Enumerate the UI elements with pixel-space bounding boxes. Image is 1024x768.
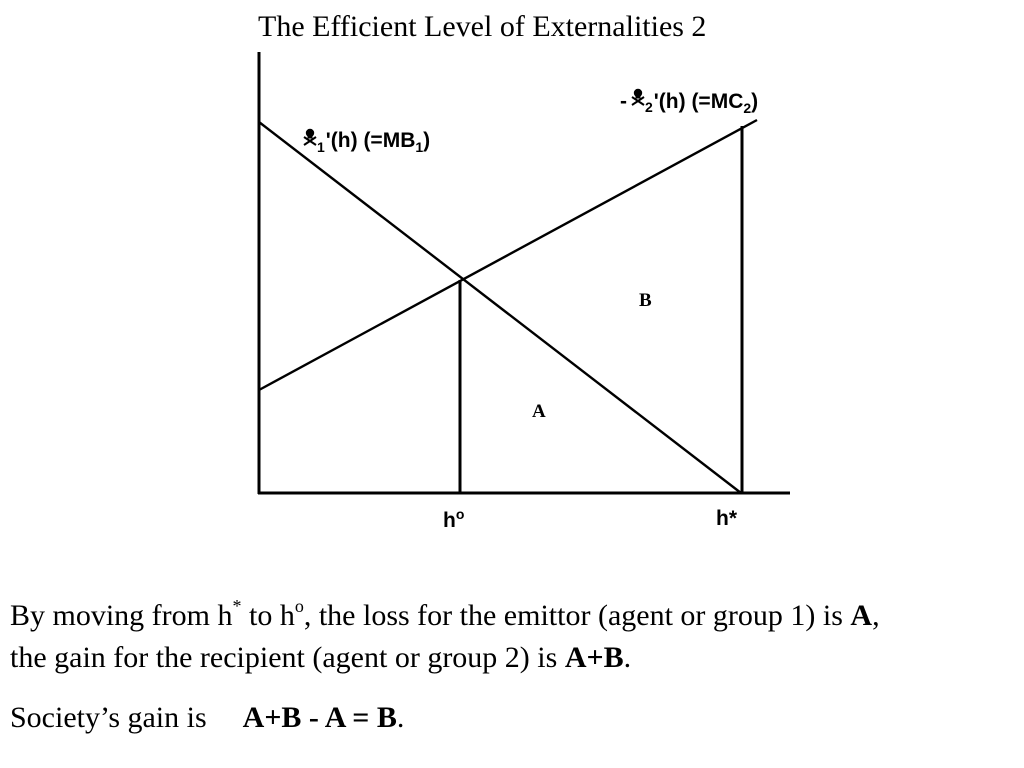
mc2-label-close: ) (751, 90, 759, 113)
mb1-curve (259, 122, 741, 493)
mb1-label-subscript: 1 (415, 139, 424, 155)
skull-crossbones-icon (304, 129, 316, 145)
area-b-label: B (639, 290, 652, 311)
h-star-tick-label: h* (716, 507, 737, 530)
h-o-tick-label: ho (443, 506, 465, 532)
explanation-line-2: the gain for the recipient (agent or group 2) is A+B. (10, 641, 632, 674)
explanation-line-1: By moving from h* to $h^o$, the loss for the emittor (agent or group 1) is A, (10, 596, 880, 632)
mc2-curve (259, 120, 757, 390)
svg-text:2'(h) (=MC2) (645, 90, 758, 116)
society-gain-line: Society’s gain is A+B - A = B. (10, 701, 405, 734)
mb1-label (304, 129, 430, 155)
mc2-label-text: '(h) (=MC (653, 90, 744, 113)
svg-text:- (620, 90, 627, 113)
mc2-subscript: 2 (645, 99, 653, 115)
page-title: The Efficient Level of Externalities 2 (258, 10, 707, 43)
mb1-label-close: ) (423, 129, 431, 152)
mc2-label-subscript: 2 (743, 100, 752, 116)
skull-crossbones-icon (632, 89, 644, 105)
svg-text:1'(h) (=MB1) (317, 129, 430, 155)
mb1-subscript: 1 (317, 139, 325, 155)
mc2-prefix: - (620, 90, 627, 113)
mc2-label (620, 89, 758, 116)
area-a-label: A (532, 401, 546, 422)
mb1-label-text: '(h) (=MB (325, 129, 416, 152)
